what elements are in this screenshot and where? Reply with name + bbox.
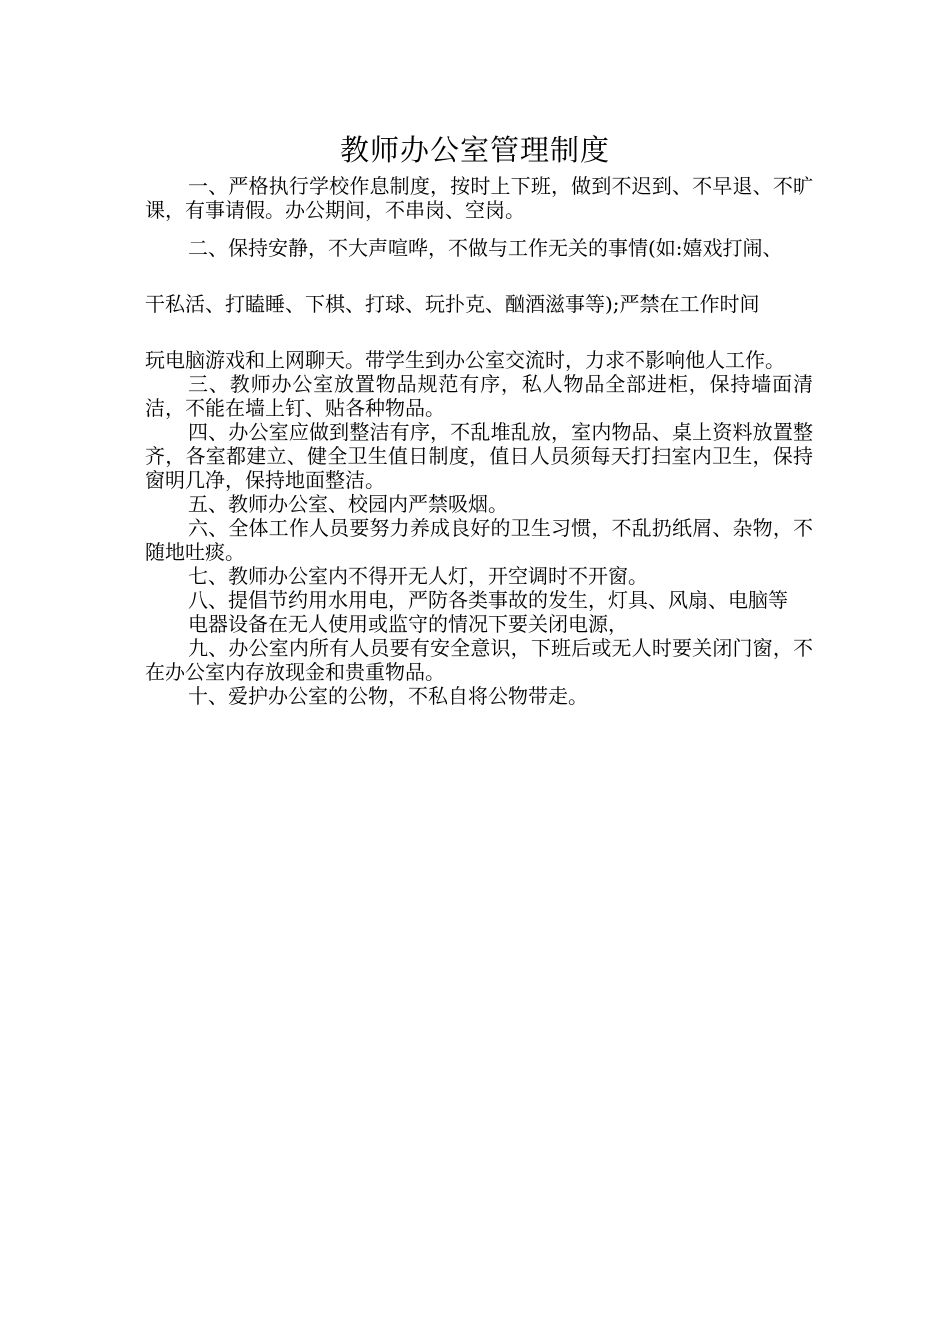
paragraph-2-line-3: 玩电脑游戏和上网聊天。带学生到办公室交流时，力求不影响他人工作。: [145, 348, 785, 372]
paragraph-4: 四、办公室应做到整洁有序，不乱堆乱放，室内物品、桌上资料放置整齐，各室都建立、健全卫生值日制度，值日人员须每天打扫室内卫生，保持窗明几净，保持地面整洁。: [145, 420, 813, 492]
paragraph-8: 八、提倡节约用水用电，严防各类事故的发生，灯具、风扇、电脑等: [188, 588, 788, 612]
paragraph-2-line-2: 干私活、打瞌睡、下棋、打球、玩扑克、酗酒滋事等);严禁在工作时间: [145, 292, 760, 316]
paragraph-6: 六、全体工作人员要努力养成良好的卫生习惯，不乱扔纸屑、杂物，不随地吐痰。: [145, 516, 813, 564]
paragraph-10: 十、爱护办公室的公物，不私自将公物带走。: [188, 684, 588, 708]
paragraph-8-continued: 电器设备在无人使用或监守的情况下要关闭电源，: [188, 612, 628, 636]
document-body: [145, 174, 813, 708]
paragraph-7: 七、教师办公室内不得开无人灯，开空调时不开窗。: [188, 564, 648, 588]
paragraph-1: 一、严格执行学校作息制度，按时上下班，做到不迟到、不早退、不旷课，有事请假。办公期间，不串岗、空岗。: [145, 174, 813, 222]
document-title: 教师办公室管理制度: [339, 133, 610, 167]
paragraph-2-line-1: 二、保持安静，不大声喧哗，不做与工作无关的事情(如:嬉戏打闹、: [188, 236, 783, 260]
paragraph-9: 九、办公室内所有人员要有安全意识，下班后或无人时要关闭门窗，不在办公室内存放现金和贵重物品。: [145, 636, 813, 684]
paragraph-3: 三、教师办公室放置物品规范有序，私人物品全部进柜，保持墙面清洁，不能在墙上钉、贴各种物品。: [145, 372, 813, 420]
paragraph-5: 五、教师办公室、校园内严禁吸烟。: [188, 492, 508, 516]
